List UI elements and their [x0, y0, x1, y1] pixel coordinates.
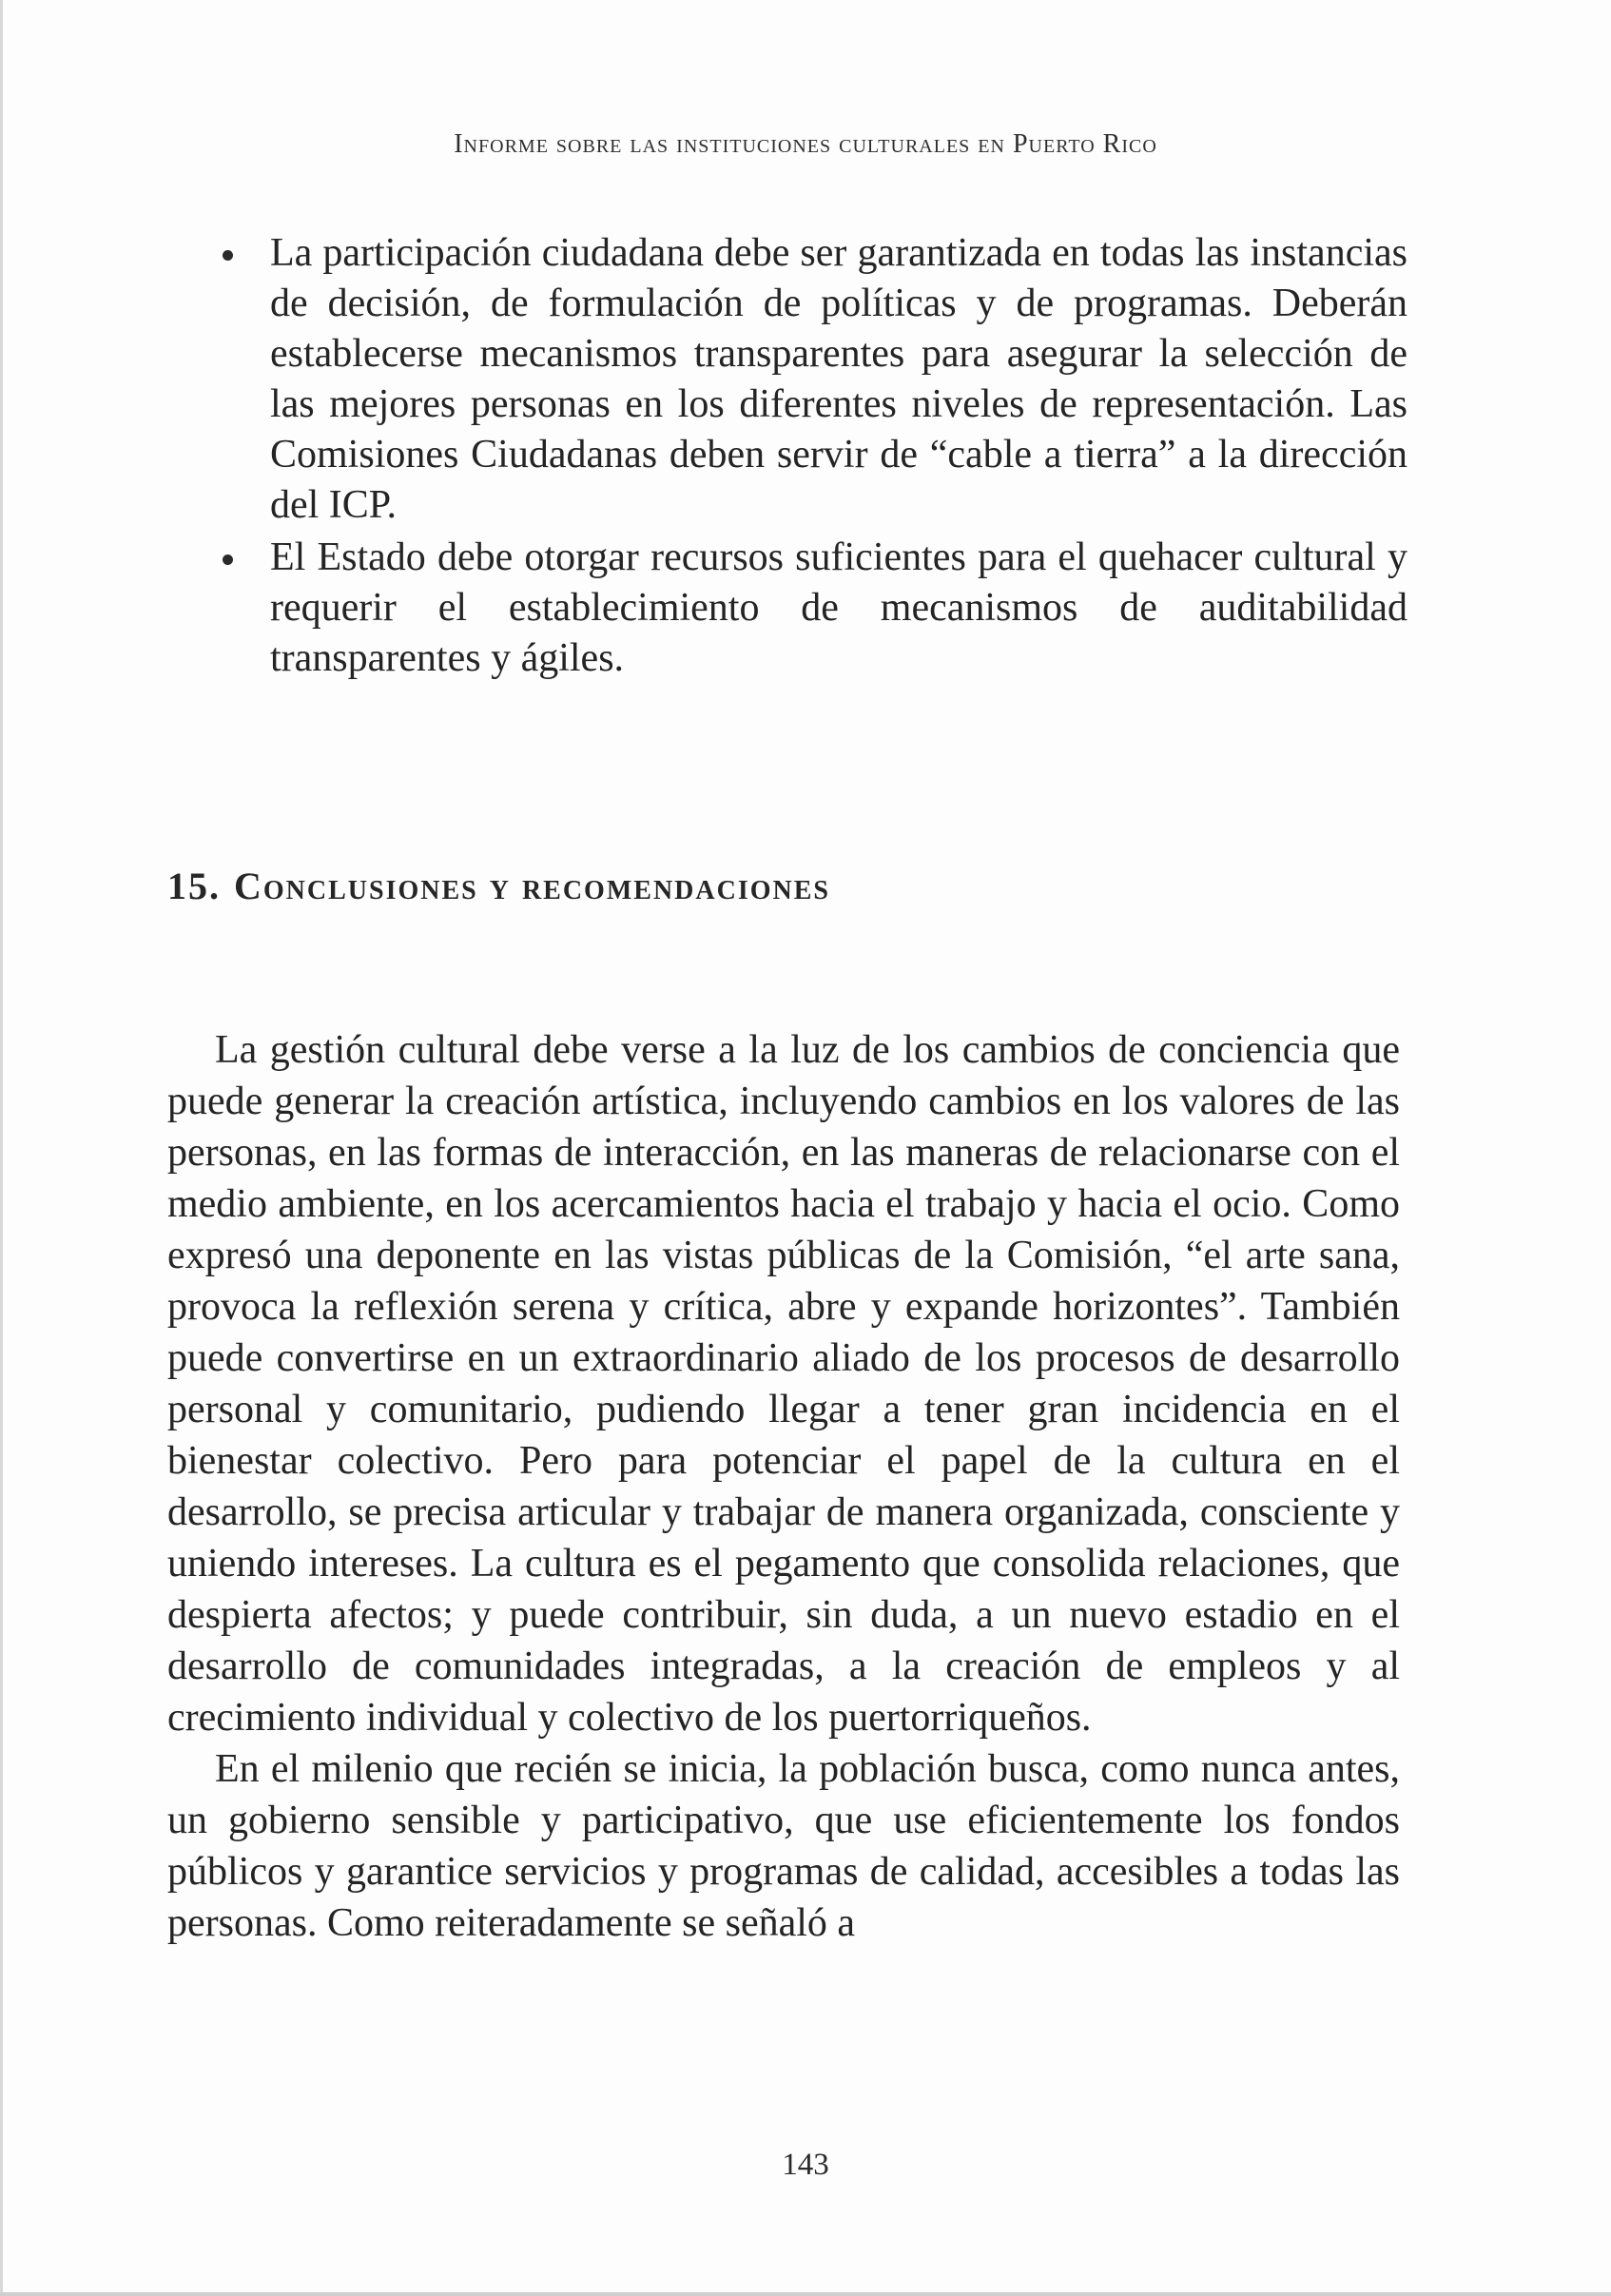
bullet-text: El Estado debe otorgar recursos suficientes para el quehacer cultural y requerir el establecimiento de mecanismos de auditabilidad transparentes y ágiles.: [270, 535, 1407, 680]
bullet-text: La participación ciudadana debe ser garantizada en todas las instancias de decisión, de formulación de políticas y de programas. Deberán establecerse mecanismos transparentes para asegurar la selección de las mejores personas en los diferentes niveles de representación. Las Comisiones Ciudadanas deben servir de “cable a tierra” a la dirección del ICP.: [270, 231, 1407, 527]
bullet-list: [209, 228, 1407, 686]
page-number: 143: [782, 2148, 829, 2182]
section-number: 15.: [167, 865, 221, 907]
section-heading: [167, 864, 830, 908]
scan-edge-left: [0, 0, 3, 2296]
bullet-item: [209, 533, 1407, 684]
paragraph: La gestión cultural debe verse a la luz de los cambios de conciencia que puede generar la creación artística, incluyendo cambios en los valores de las personas, en las formas de interacción, en las maneras de relacionarse con el medio ambiente, en los acercamientos hacia el trabajo y hacia el ocio. Como expresó una deponente en las vistas públicas de la Comisión, “el arte sana, provoca la reflexión serena y crítica, abre y expande horizontes”. También puede convertirse en un extraordinario aliado de los procesos de desarrollo personal y comunitario, pudiendo llegar a tener gran incidencia en el bienestar colectivo. Pero para potenciar el papel de la cultura en el desarrollo, se precisa articular y trabajar de manera organizada, consciente y uniendo intereses. La cultura es el pegamento que consolida relaciones, que despierta afectos; y puede contribuir, sin duda, a un nuevo estadio en el desarrollo de comunidades integradas, a la creación de empleos y al crecimiento individual y colectivo de los puertorriqueños.: [167, 1028, 1400, 1740]
running-head: Informe sobre las instituciones culturales en Puerto Rico: [454, 129, 1157, 159]
body-text: [167, 1024, 1400, 1949]
scan-edge-bottom: [0, 2292, 1611, 2296]
paragraph: En el milenio que recién se inicia, la población busca, como nunca antes, un gobierno sensible y participativo, que use eficientemente los fondos públicos y garantice servicios y programas de calidad, accesibles a todas las personas. Como reiteradamente se señaló a: [167, 1747, 1400, 1945]
bullet-item: [209, 228, 1407, 531]
bullet-dot-icon: [223, 555, 233, 565]
bullet-dot-icon: [223, 250, 233, 261]
section-title: Conclusiones y recomendaciones: [234, 865, 830, 907]
